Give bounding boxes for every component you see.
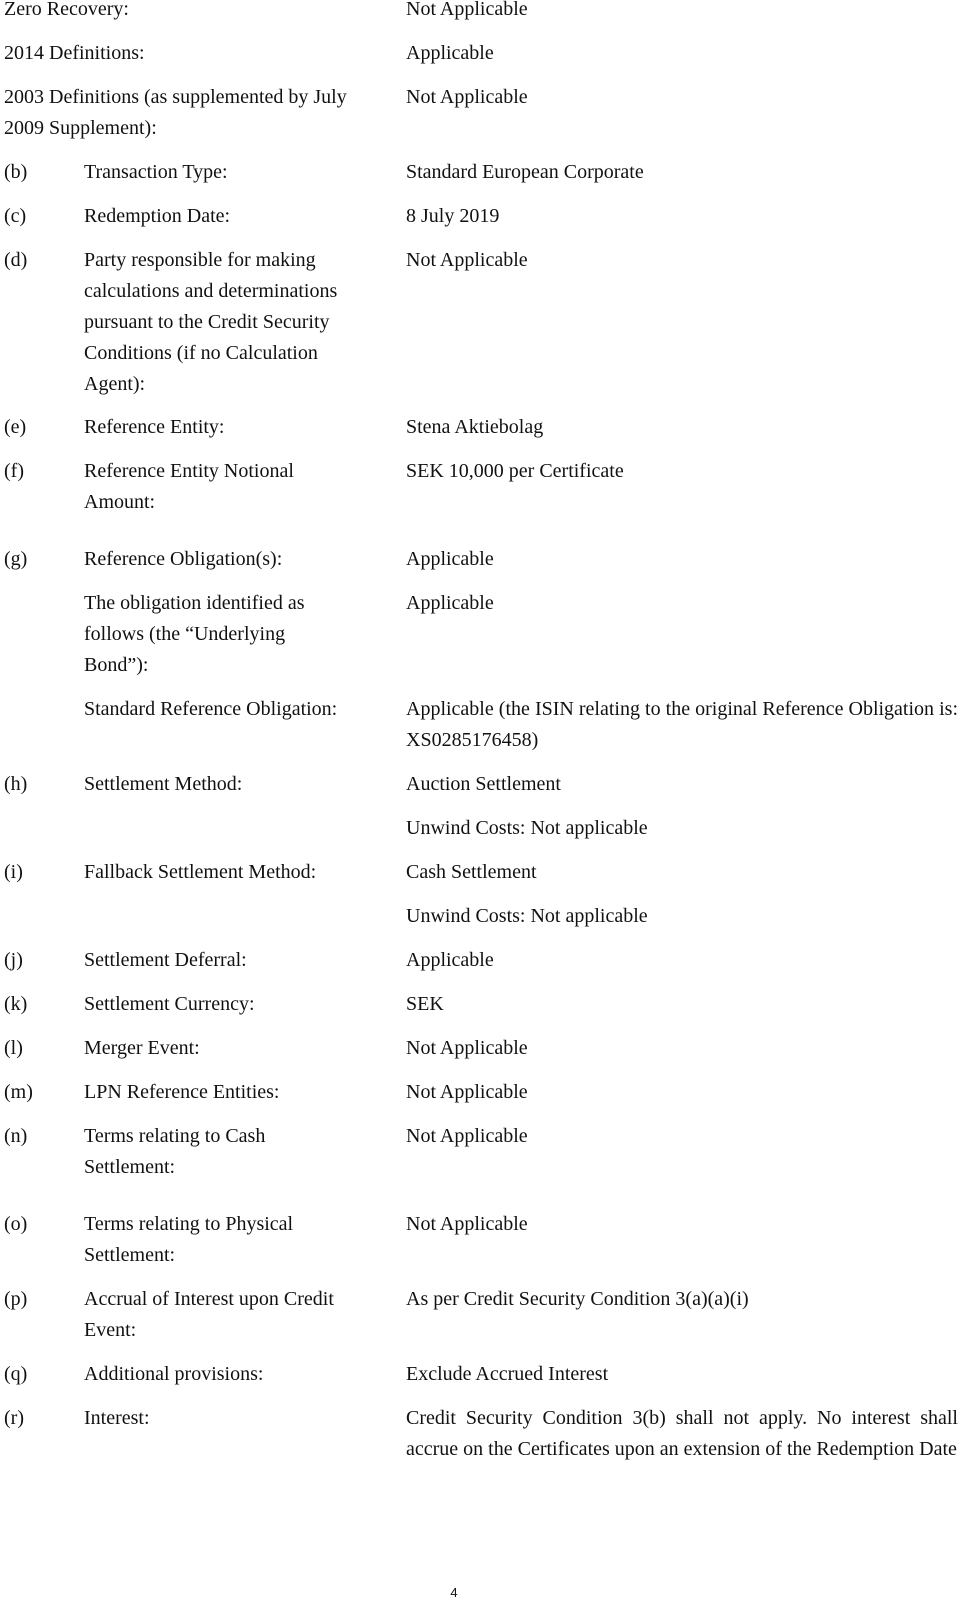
- term-label: LPN Reference Entities:: [84, 1081, 280, 1103]
- term-value: Not Applicable: [406, 1125, 528, 1147]
- term-label: Redemption Date:: [84, 205, 231, 227]
- term-label: Settlement Deferral:: [84, 949, 247, 971]
- term-extra-value: Unwind Costs: Not applicable: [406, 905, 648, 927]
- term-label: Interest:: [84, 1407, 150, 1429]
- term-label: Terms relating to Cash Settlement:: [84, 1125, 266, 1178]
- term-value: Not Applicable: [406, 1081, 528, 1103]
- definition-label: Zero Recovery:: [4, 0, 129, 20]
- term-value: Not Applicable: [406, 249, 528, 271]
- term-value: Exclude Accrued Interest: [406, 1363, 609, 1385]
- item-letter: (l): [4, 1037, 23, 1059]
- term-label: The obligation identified as follows (the “Underlying Bond”):: [84, 592, 305, 676]
- term-value: Auction Settlement: [406, 773, 561, 795]
- term-value: Applicable: [406, 548, 494, 570]
- definition-label: 2003 Definitions (as supplemented by July 2009 Supplement):: [4, 86, 347, 139]
- term-value: SEK: [406, 993, 444, 1015]
- term-value: Applicable (the ISIN relating to the original Reference Obligation is: XS0285176458): [406, 698, 958, 751]
- term-value: Standard European Corporate: [406, 161, 644, 183]
- item-letter: (p): [4, 1288, 28, 1310]
- definition-value: Applicable: [406, 42, 494, 64]
- item-letter: (j): [4, 949, 23, 971]
- term-label: Fallback Settlement Method:: [84, 861, 317, 883]
- term-label: Reference Entity Notional Amount:: [84, 460, 294, 513]
- term-value: Applicable: [406, 949, 494, 971]
- term-value: Not Applicable: [406, 1213, 528, 1235]
- term-value: Cash Settlement: [406, 861, 537, 883]
- term-label: Transaction Type:: [84, 161, 228, 183]
- term-extra-value: Unwind Costs: Not applicable: [406, 817, 648, 839]
- term-value: 8 July 2019: [406, 205, 500, 227]
- term-value: SEK 10,000 per Certificate: [406, 460, 624, 482]
- term-value: As per Credit Security Condition 3(a)(a)(i): [406, 1288, 749, 1310]
- term-label: Accrual of Interest upon Credit Event:: [84, 1288, 334, 1341]
- item-letter: (h): [4, 773, 28, 795]
- item-letter: (c): [4, 205, 27, 227]
- item-letter: (b): [4, 161, 28, 183]
- page-number: 4: [450, 1585, 458, 1600]
- term-label: Standard Reference Obligation:: [84, 698, 338, 720]
- item-letter: (g): [4, 548, 28, 570]
- item-letter: (e): [4, 416, 27, 438]
- item-letter: (q): [4, 1363, 28, 1385]
- term-label: Additional provisions:: [84, 1363, 264, 1385]
- term-value: Not Applicable: [406, 1037, 528, 1059]
- term-label: Settlement Currency:: [84, 993, 255, 1015]
- item-letter: (d): [4, 249, 28, 271]
- term-label: Settlement Method:: [84, 773, 243, 795]
- term-value: Stena Aktiebolag: [406, 416, 544, 438]
- item-letter: (k): [4, 993, 28, 1015]
- item-letter: (f): [4, 460, 24, 482]
- item-letter: (m): [4, 1081, 33, 1103]
- term-label: Reference Entity:: [84, 416, 225, 438]
- item-letter: (r): [4, 1407, 24, 1429]
- term-label: Merger Event:: [84, 1037, 200, 1059]
- term-label: Reference Obligation(s):: [84, 548, 283, 570]
- item-letter: (o): [4, 1213, 28, 1235]
- term-value: Credit Security Condition 3(b) shall not apply. No interest shall accrue on the Certificates upon an extension of the Redemption Date: [406, 1407, 958, 1460]
- item-letter: (i): [4, 861, 23, 883]
- definition-label: 2014 Definitions:: [4, 42, 145, 64]
- definition-value: Not Applicable: [406, 86, 528, 108]
- term-value: Applicable: [406, 592, 494, 614]
- term-label: Terms relating to Physical Settlement:: [84, 1213, 294, 1266]
- item-letter: (n): [4, 1125, 28, 1147]
- term-label: Party responsible for making calculations and determinations pursuant to the Credit Security Conditions (if no Calculation Agent):: [84, 249, 338, 395]
- definition-value: Not Applicable: [406, 0, 528, 20]
